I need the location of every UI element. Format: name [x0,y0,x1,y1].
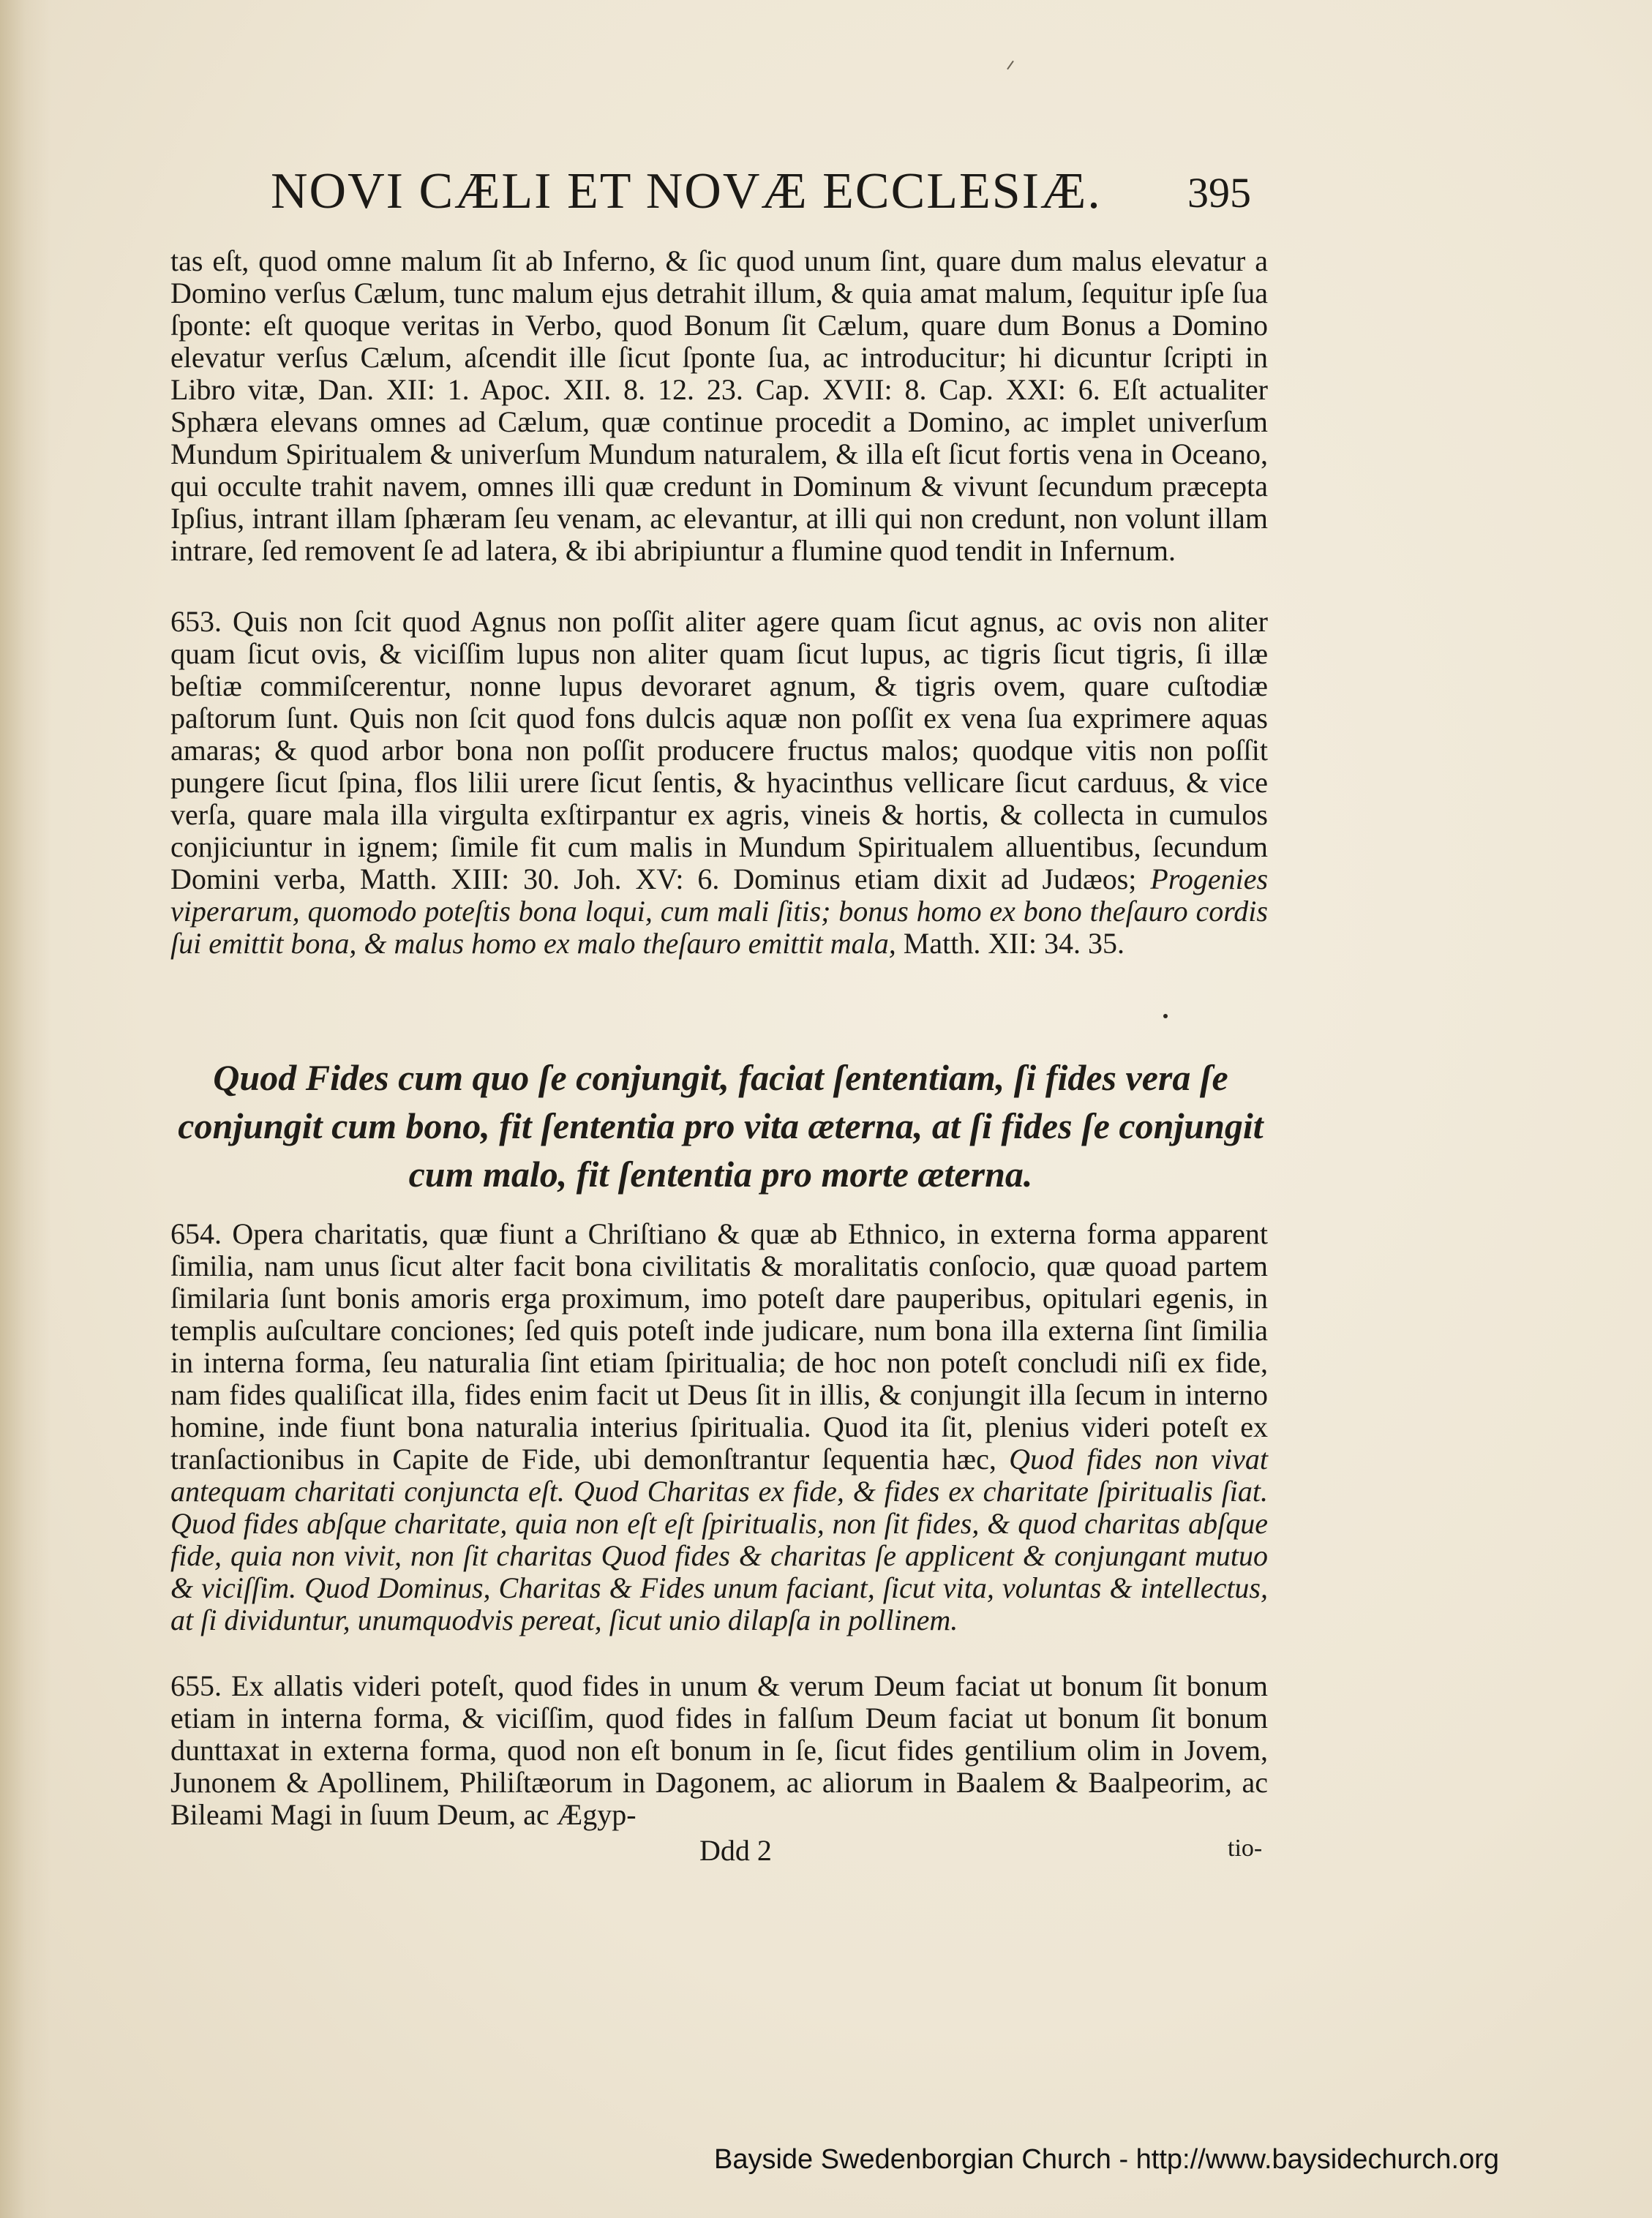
paragraph-text: tas eſt, quod omne malum ſit ab Inferno, & ſic quod unum ſint, quare dum malus elevatur a Domino verſus Cælum, tunc malum ejus detrahit illum, & quia amat malum, ſequitur ipſe ſua ſponte: eſt quoque veritas in Verbo, quod Bonum ſit Cælum, quare dum Bonus a Domino elevatur verſus Cælum, aſcendit ille ſicut ſponte ſua, ac introducitur; hi dicuntur ſcripti in Libro vitæ, Dan. XII: 1. Apoc. XII. 8. 12. 23. Cap. XVII: 8. Cap. XXI: 6. Eſt actualiter Sphæra elevans omnes ad Cælum, quæ continue procedit a Domino, ac implet univerſum Mundum Spiritualem & univerſum Mundum naturalem, & illa eſt ſicut fortis vena in Oceano, qui occulte trahit navem, omnes illi quæ credunt in Dominum & vivunt ſecundum præcepta Ipſius, intrant illam ſphæram ſeu venam, ac elevantur, at illi qui non credunt, non volunt illam intrare, ſed removent ſe ad latera, & ibi abripiuntur a flumine quod tendit in Infernum. [170,244,1268,567]
paragraph-number: 653. [170,605,222,638]
paragraph-body: Opera charitatis, quæ fiunt a Chriſtiano & quæ ab Ethnico, in externa forma apparent ſimilia, nam unus ſicut alter facit bona civilitatis & moralitatis conſocio, quæ quoad partem ſimilaria ſunt bonis amoris erga proximum, imo poteſt dare pauperibus, opitulari egenis, in templis auſcultare conciones; ſed quis poteſt inde judicare, num bona illa externa ſint ſimilia in interna forma, ſeu naturalia ſint etiam ſpiritualia; de hoc non poteſt concludi niſi ex fide, nam fides qualiſicat illa, fides enim facit ut Deus ſit in illis, & conjungit illa ſecum in interno homine, inde fiunt bona naturalia interius ſpiritualia. Quod ita ſit, plenius videri poteſt ex tranſactionibus in Capite de Fide, ubi demonſtrantur ſequentia hæc, [170,1217,1269,1475]
paragraph-number: 654. [170,1217,222,1250]
paragraph-body: Ex allatis videri poteſt, quod fides in unum & verum Deum faciat ut bonum ſit bonum etiam in interna forma, & viciſſim, quod fides in falſum Deum faciat ut bonum ſit bonum dunttaxat in externa forma, quod non eſt bonum in ſe, ſicut fides gentilium olim in Jovem, Junonem & Apollinem, Philiſtæorum in Dagonem, ac aliorum in Baalem & Baalpeorim, ac Bileami Magi in ſuum Deum, ac Ægyp- [170,1669,1268,1831]
paragraph-653 [170,606,1268,960]
page-header [271,162,1251,228]
catchword: tio- [1228,1835,1263,1862]
running-title: NOVI CÆLI ET NOVÆ ECCLESIÆ. [271,163,1102,219]
propositions-list: Quod fides non vivat antequam charitati conjuncta eſt. Quod Charitas ex fide, & fides ex charitate ſpiritualis ſiat. Quod fides abſque charitate, quia non eſt eſt ſpiritualis, non ſit fides, & quod charitas abſque fide, quia non vivit, non ſit charitas Quod fides & charitas ſe applicent & conjungant mutuo & viciſſim. Quod Dominus, Charitas & Fides unum faciant, ſicut vita, voluntas & intellectus, at ſi dividuntur, unumquodvis pereat, ſicut unio dilapſa in pollinem. [170,1443,1269,1636]
section-heading: Quod Fides cum quo ſe conjungit, faciat ſententiam, ſi fides vera ſe conjungit cum bono, fit ſententia pro vita æterna, at ſi fides ſe conjungit cum malo, fit ſententia pro morte æterna. [178,1057,1264,1195]
paragraph-body: Quis non ſcit quod Agnus non poſſit aliter agere quam ſicut agnus, ac ovis non aliter quam ſicut ovis, & viciſſim lupus non aliter quam ſicut lupus, ac tigris ſicut tigris, ſi illæ beſtiæ commiſcerentur, nonne lupus devoraret agnum, & tigris ovem, quare cuſtodiæ paſtorum ſunt. Quis non ſcit quod fons dulcis aquæ non poſſit ex vena ſua exprimere aquas amaras; & quod arbor bona non poſſit producere fructus malos; quodque vitis non poſſit pungere ſicut ſpina, flos lilii urere ſicut ſentis, & hyacinthus vellicare ſicut carduus, & vice verſa, quare mala illa virgulta exſtirpantur ex agris, vineis & hortis, & collecta in cumulos conjiciuntur in ignem; ſimile fit cum malis in Mundum Spiritualem alluentibus, ſecundum Domini verba, Matth. XIII: 30. Joh. XV: 6. Dominus etiam dixit ad Judæos; [170,605,1268,895]
signature-mark: Ddd 2 [699,1834,772,1867]
ink-mark [1007,61,1014,70]
scripture-reference: Matth. XII: 34. 35. [903,927,1125,960]
paragraph-655 [170,1670,1268,1831]
credit-watermark: Bayside Swedenborgian Church - http://www.baysidechurch.org [714,2144,1500,2175]
paragraph-text [170,1670,1268,1831]
paragraph-continued [170,245,1268,567]
scripture-quote: Progenies viperarum, quomodo poteſtis bona loqui, cum mali ſitis; bonus homo ex bono theſauro cordis ſui emittit bona, & malus homo ex malo theſauro emittit mala, [170,862,1269,960]
ink-speck [1163,1014,1168,1018]
paragraph-number: 655. [170,1669,222,1702]
page-number: 395 [1187,169,1251,217]
paragraph-text [170,606,1268,960]
paragraph-654 [170,1218,1268,1636]
page-gutter-shadow [0,0,51,2218]
paragraph-text [170,1218,1268,1636]
